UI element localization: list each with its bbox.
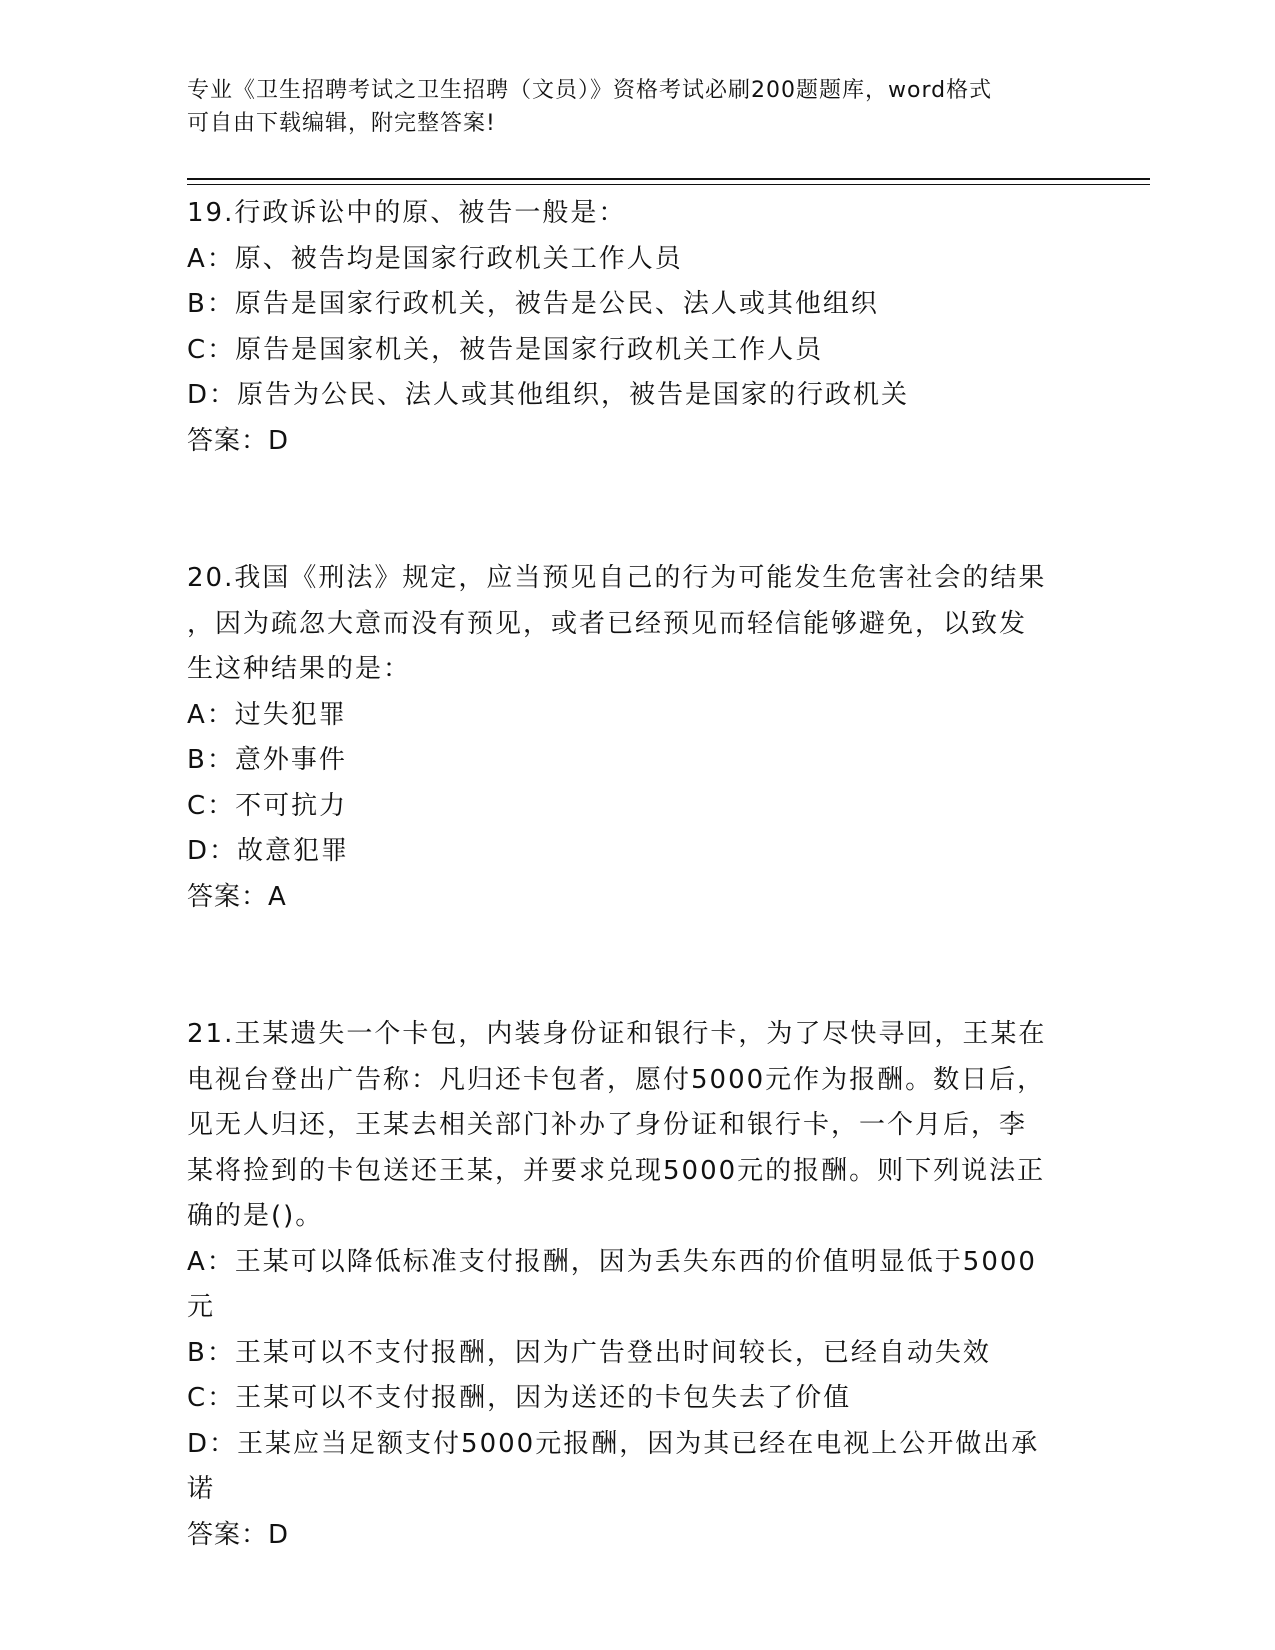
option-a: A：过失犯罪 (187, 699, 347, 730)
question-text-line: 电视台登出广告称：凡归还卡包者，愿付5000元作为报酬。数日后， (187, 1064, 1046, 1095)
question-text-line: 确的是()。 (187, 1201, 324, 1231)
spacer (187, 464, 1087, 556)
option-a: A：原、被告均是国家行政机关工作人员 (187, 243, 683, 274)
question-text-line: ，因为疏忽大意而没有预见，或者已经预见而轻信能够避免，以致发 (187, 608, 1028, 639)
option-a: A：王某可以降低标准支付报酬，因为丢失东西的价值明显低于5000 (187, 1246, 1037, 1277)
answer: 答案：A (187, 881, 287, 912)
question-text-line: 生这种结果的是： (187, 654, 412, 684)
option-d: D：原告为公民、法人或其他组织，被告是国家的行政机关 (187, 380, 910, 410)
question-text-line: 某将捡到的卡包送还王某，并要求兑现5000元的报酬。则下列说法正 (187, 1155, 1046, 1186)
option-d-continued: 诺 (187, 1474, 216, 1504)
answer: 答案：D (187, 425, 290, 456)
question-list (187, 191, 1087, 1558)
question-text-line: 21.王某遗失一个卡包，内装身份证和银行卡，为了尽快寻回，王某在 (187, 1019, 1047, 1049)
option-a-continued: 元 (187, 1292, 216, 1322)
question-20 (187, 556, 1087, 920)
option-b: B：原告是国家行政机关，被告是公民、法人或其他组织 (187, 289, 879, 319)
option-c: C：不可抗力 (187, 790, 348, 821)
spacer (187, 920, 1087, 1012)
header-divider-thin (187, 184, 1150, 185)
option-d: D：王某应当足额支付5000元报酬，因为其已经在电视上公开做出承 (187, 1428, 1040, 1459)
option-b: B：意外事件 (187, 745, 347, 775)
question-19 (187, 191, 1087, 464)
option-d: D：故意犯罪 (187, 836, 350, 866)
option-c: C：原告是国家机关，被告是国家行政机关工作人员 (187, 334, 824, 365)
header-line-2: 可自由下载编辑，附完整答案! (187, 111, 496, 136)
option-b: B：王某可以不支付报酬，因为广告登出时间较长，已经自动失效 (187, 1337, 991, 1368)
option-c: C：王某可以不支付报酬，因为送还的卡包失去了价值 (187, 1383, 852, 1413)
header-line-1: 专业《卫生招聘考试之卫生招聘（文员）》资格考试必刷200题题库，word格式 (187, 78, 993, 103)
question-21 (187, 1012, 1087, 1558)
header-divider-thick (187, 178, 1150, 180)
answer: 答案：D (187, 1519, 290, 1550)
question-text-line: 19.行政诉讼中的原、被告一般是： (187, 198, 627, 228)
document-header (187, 74, 1087, 140)
question-text-line: 见无人归还，王某去相关部门补办了身份证和银行卡，一个月后，李 (187, 1110, 1028, 1140)
question-text-line: 20.我国《刑法》规定，应当预见自己的行为可能发生危害社会的结果 (187, 563, 1047, 593)
